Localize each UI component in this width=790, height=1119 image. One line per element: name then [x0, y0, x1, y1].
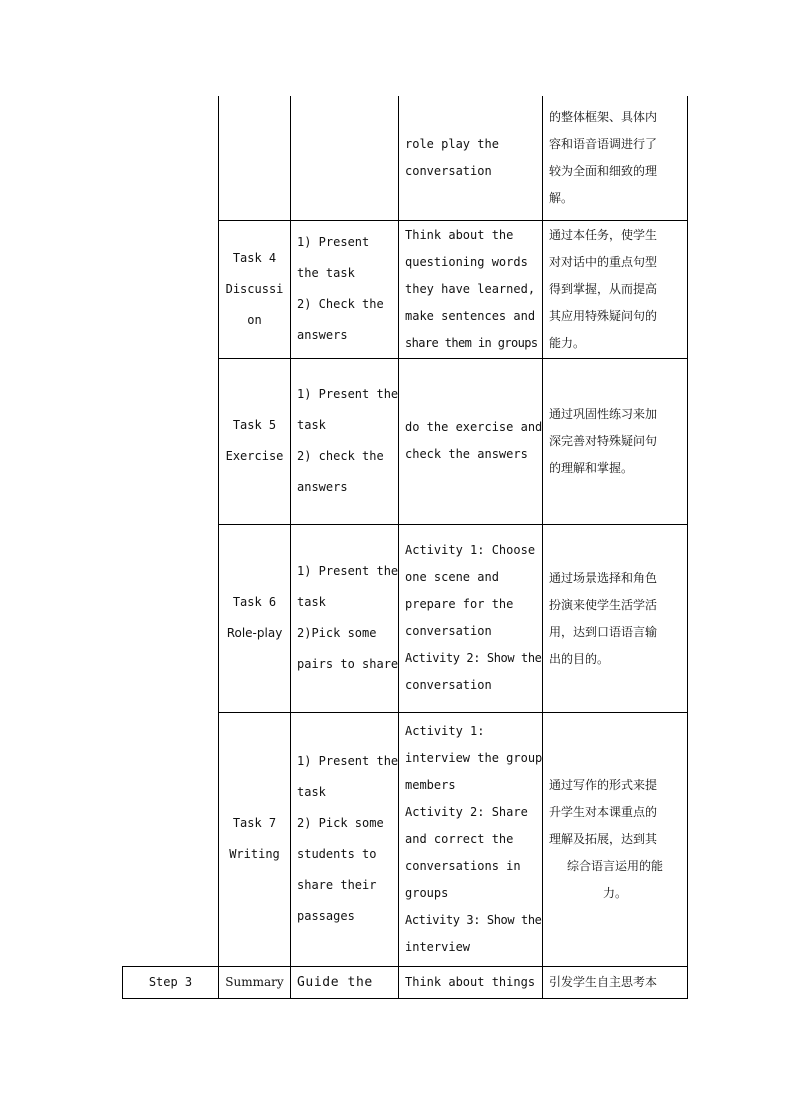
student-activity-cell — [399, 220, 543, 358]
teacher-activity-cell — [291, 96, 399, 220]
purpose-line: 升学生对本课重点的 — [549, 804, 658, 819]
task-line: Role-play — [226, 626, 283, 640]
purpose-line: 通过场景选择和角色 — [549, 571, 658, 585]
student-line: they have learned, — [405, 281, 536, 296]
teacher-line: 2) Check the — [297, 297, 384, 311]
purpose-line: 用，达到口语语言输 — [549, 625, 658, 639]
teacher-line: the task — [297, 266, 355, 280]
step-cell — [123, 96, 219, 966]
purpose-line: 得到掌握，从而提高 — [549, 281, 658, 296]
purpose-cell — [543, 96, 688, 220]
teacher-line: 1) Present the — [297, 387, 399, 401]
table-row — [123, 96, 688, 220]
purpose-line: 的整体框架、具体内 — [549, 109, 658, 124]
student-line: conversation — [405, 678, 492, 692]
purpose-cell — [543, 524, 688, 712]
student-activity-cell — [399, 358, 543, 524]
task-cell — [219, 220, 291, 358]
student-line: Activity 2: Share — [405, 804, 528, 819]
task-line: Exercise — [225, 449, 284, 463]
purpose-line: 引发学生自主思考本 — [549, 974, 658, 989]
teacher-line: share their — [297, 878, 377, 892]
purpose-line: 较为全面和细致的理 — [549, 163, 658, 178]
teacher-line: 1) Present the — [297, 564, 399, 578]
purpose-line: 的理解和掌握。 — [549, 460, 634, 475]
table-row — [123, 966, 688, 998]
student-line: share them in groups — [405, 335, 538, 350]
student-activity-cell — [399, 96, 543, 220]
student-line: Activity 2: Show the — [405, 651, 542, 665]
purpose-cell — [543, 966, 688, 998]
student-activity-cell — [399, 524, 543, 712]
step-cell — [123, 966, 219, 998]
purpose-line: 对对话中的重点句型 — [549, 254, 658, 269]
student-line: members — [405, 777, 456, 792]
student-line: conversations in — [405, 858, 521, 873]
student-line: role play the — [405, 136, 499, 151]
purpose-line: 能力。 — [549, 335, 586, 350]
teacher-line: answers — [297, 480, 348, 494]
student-line: interview — [405, 939, 471, 954]
student-line: conversation — [405, 624, 492, 638]
teacher-line: Guide the — [297, 974, 373, 990]
task-line: Task 5 — [232, 418, 277, 432]
teacher-line: 2) Pick some — [297, 816, 384, 830]
lesson-plan-table — [122, 96, 688, 999]
task-line: Writing — [229, 847, 280, 861]
student-line: questioning words — [405, 254, 528, 269]
student-line: and correct the — [405, 831, 514, 846]
task-cell — [219, 358, 291, 524]
step-label: Step 3 — [148, 974, 193, 989]
purpose-line: 深完善对特殊疑问句 — [549, 433, 658, 448]
teacher-activity-cell — [291, 966, 399, 998]
teacher-line: answers — [297, 328, 348, 342]
purpose-line: 通过本任务，使学生 — [549, 227, 658, 242]
student-line: check the answers — [405, 447, 528, 461]
purpose-line: 综合语言运用的能 — [566, 858, 663, 873]
student-line: Think about the — [405, 227, 514, 242]
teacher-line: pairs to share — [297, 657, 399, 671]
student-activity-cell — [399, 712, 543, 966]
purpose-cell — [543, 220, 688, 358]
purpose-line: 出的目的。 — [549, 652, 610, 666]
purpose-line: 解。 — [549, 190, 574, 205]
student-line: make sentences and — [405, 308, 536, 323]
teacher-line: 2) check the — [297, 449, 384, 463]
student-line: do the exercise and — [405, 420, 543, 434]
teacher-activity-cell — [291, 220, 399, 358]
teacher-activity-cell — [291, 358, 399, 524]
student-line: Activity 1: Choose — [405, 543, 536, 557]
purpose-line: 理解及拓展，达到其 — [549, 831, 658, 846]
student-line: Activity 3: Show the — [405, 912, 542, 927]
task-cell — [219, 966, 291, 998]
teacher-line: task — [297, 418, 326, 432]
student-line: one scene and — [405, 570, 499, 584]
student-line: conversation — [405, 163, 492, 178]
teacher-activity-cell — [291, 712, 399, 966]
task-cell — [219, 524, 291, 712]
purpose-line: 扮演来使学生活学活 — [549, 598, 658, 612]
purpose-line: 其应用特殊疑问句的 — [549, 308, 658, 323]
student-line: interview the group — [405, 750, 543, 765]
purpose-line: 容和语音语调进行了 — [549, 136, 658, 151]
student-line: prepare for the — [405, 597, 514, 611]
student-line: Activity 1: — [405, 723, 485, 738]
task-line: Summary — [225, 974, 284, 989]
student-activity-cell — [399, 966, 543, 998]
teacher-line: task — [297, 785, 326, 799]
teacher-line: 2)Pick some — [297, 626, 377, 640]
teacher-activity-cell — [291, 524, 399, 712]
teacher-line: 1) Present the — [297, 754, 399, 768]
student-line: groups — [405, 885, 449, 900]
purpose-line: 通过写作的形式来提 — [549, 777, 658, 792]
task-cell — [219, 96, 291, 220]
purpose-cell — [543, 712, 688, 966]
teacher-line: 1) Present — [297, 235, 370, 249]
task-line: Task 6 — [232, 595, 277, 609]
teacher-line: passages — [297, 909, 355, 923]
task-line: Task 4 — [232, 250, 277, 265]
student-line: Think about things — [405, 974, 536, 989]
purpose-line: 力。 — [602, 885, 627, 900]
task-line: on — [247, 312, 262, 327]
teacher-line: students to — [297, 847, 377, 861]
task-line: Task 7 — [232, 816, 277, 830]
teacher-line: task — [297, 595, 326, 609]
task-cell — [219, 712, 291, 966]
purpose-line: 通过巩固性练习来加 — [549, 406, 658, 421]
task-line: Discussi — [225, 281, 284, 296]
purpose-cell — [543, 358, 688, 524]
